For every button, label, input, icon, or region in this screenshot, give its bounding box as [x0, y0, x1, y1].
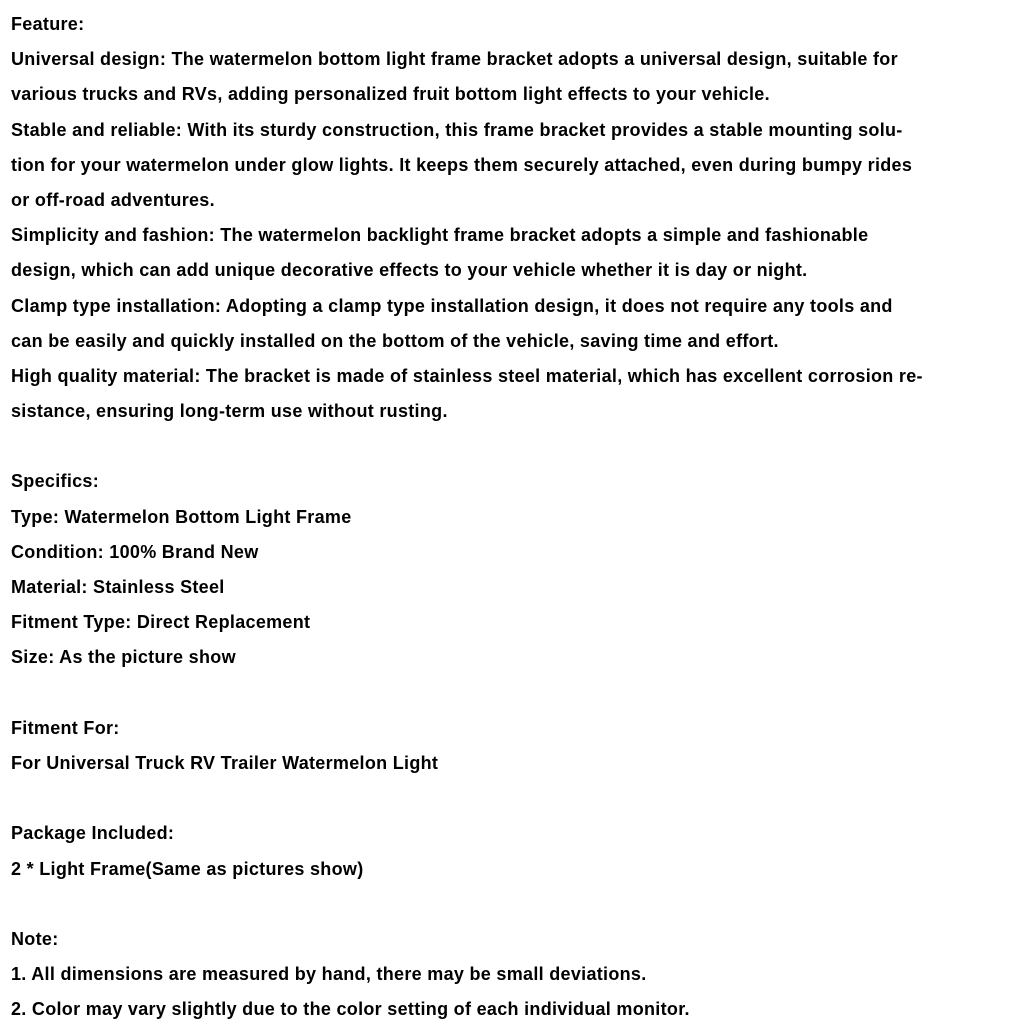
text-line: various trucks and RVs, adding personalized fruit bottom light effects to your vehicle.	[11, 84, 770, 105]
text-line: For Universal Truck RV Trailer Watermelon Light	[11, 752, 439, 773]
text-line: Condition: 100% Brand New	[11, 541, 259, 562]
section-heading: Fitment For:	[11, 717, 120, 738]
text-line: Simplicity and fashion: The watermelon backlight frame bracket adopts a simple and fashionable	[11, 225, 869, 246]
text-line: Stable and reliable: With its sturdy construction, this frame bracket provides a stable mounting solu-	[11, 119, 903, 140]
text-line: can be easily and quickly installed on the bottom of the vehicle, saving time and effort.	[11, 330, 779, 351]
section-specifics	[11, 464, 1014, 675]
text-line: Size: As the picture show	[11, 647, 236, 668]
text-line: or off-road adventures.	[11, 189, 215, 210]
section-note	[11, 922, 1014, 1024]
section-heading: Specifics:	[11, 471, 100, 492]
text-line: Universal design: The watermelon bottom light frame bracket adopts a universal design, suitable for	[11, 49, 898, 70]
text-line: Clamp type installation: Adopting a clamp type installation design, it does not require any tools and	[11, 295, 893, 316]
section-heading: Note:	[11, 928, 59, 949]
section-heading: Feature:	[11, 14, 85, 34]
text-line: 2. Color may vary slightly due to the color setting of each individual monitor.	[11, 999, 690, 1020]
section-package-included	[11, 816, 1014, 886]
text-line: Fitment Type: Direct Replacement	[11, 612, 311, 633]
section-feature	[11, 7, 1014, 429]
text-line: High quality material: The bracket is made of stainless steel material, which has excellent corrosion re-	[11, 365, 923, 386]
text-line: 1. All dimensions are measured by hand, there may be small deviations.	[11, 964, 647, 985]
text-line: Material: Stainless Steel	[11, 577, 225, 597]
text-line: design, which can add unique decorative effects to your vehicle whether it is day or night.	[11, 260, 808, 281]
text-line: 2 * Light Frame(Same as pictures show)	[11, 858, 364, 879]
text-line: Type: Watermelon Bottom Light Frame	[11, 506, 352, 527]
section-fitment-for	[11, 711, 1014, 781]
text-line: tion for your watermelon under glow lights. It keeps them securely attached, even during bumpy rides	[11, 154, 913, 175]
text-line: sistance, ensuring long-term use without rusting.	[11, 401, 448, 422]
section-heading: Package Included:	[11, 823, 175, 844]
